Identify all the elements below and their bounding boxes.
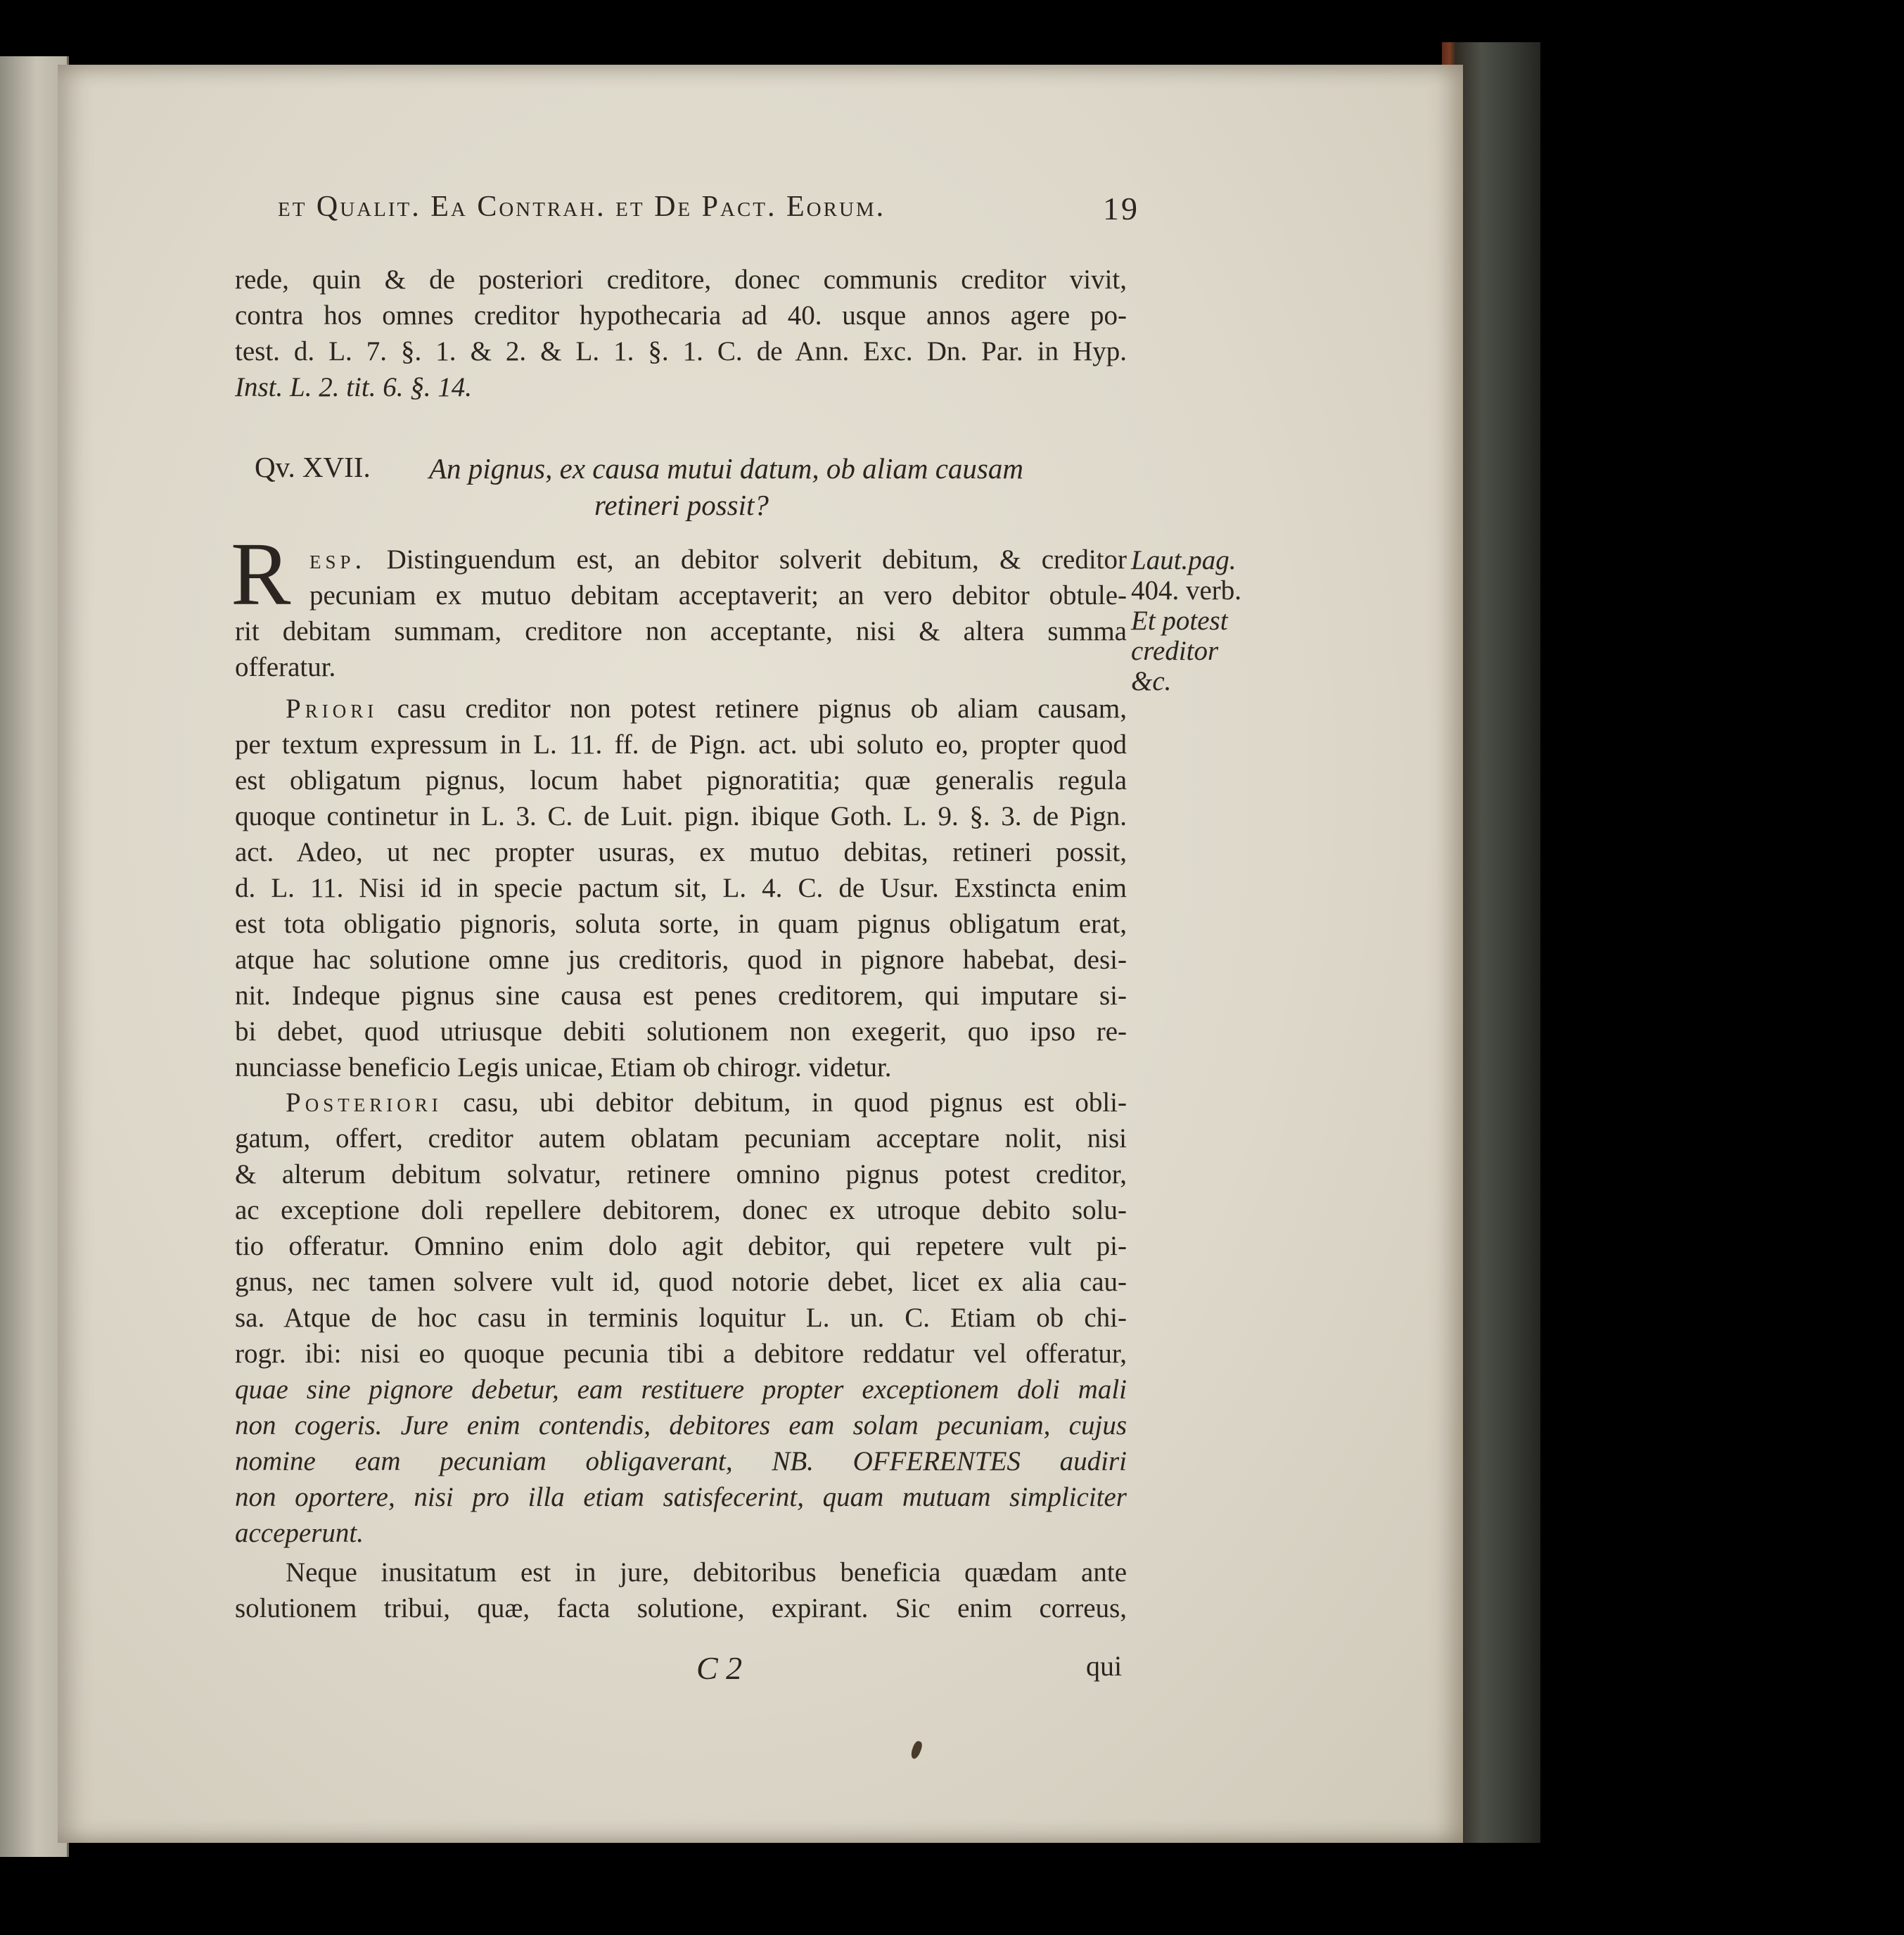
text-line: act. Adeo, ut nec propter usuras, ex mutuo debitas, retineri possit, bbox=[235, 837, 1127, 867]
question-title-line: An pignus, ex causa mutui datum, ob aliam causam bbox=[429, 452, 1023, 485]
answer-paragraph-cont bbox=[235, 613, 1127, 685]
text-line bbox=[235, 691, 1127, 727]
text-line: pecuniam ex mutuo debitam acceptaverit; an vero debitor obtule- bbox=[309, 580, 1127, 611]
neque-paragraph bbox=[235, 1554, 1127, 1626]
text-line: ac exceptione doli repellere debitorem, donec ex utroque debito solu- bbox=[235, 1195, 1127, 1225]
text-line: d. L. 11. Nisi id in specie pactum sit, L. 4. C. de Usur. Exstincta enim bbox=[235, 873, 1127, 903]
text-line: & alterum debitum solvatur, retinere omnino pignus potest creditor, bbox=[235, 1159, 1127, 1189]
answer-paragraph bbox=[309, 577, 1127, 613]
answer-first-line bbox=[309, 542, 1127, 577]
text-line: est tota obligatio pignoris, soluta sorte, in quam pignus obligatum erat, bbox=[235, 909, 1127, 939]
text-line: nunciasse beneficio Legis unicae, Etiam ob chirogr. videtur. bbox=[235, 1052, 892, 1083]
page-number: 19 bbox=[1103, 191, 1139, 226]
marginal-line: &c. bbox=[1131, 666, 1172, 696]
marginal-line: Laut.pag. bbox=[1131, 545, 1237, 575]
running-head bbox=[278, 190, 1139, 239]
text-run: casu, ubi debitor debitum, in quod pignus est obli- bbox=[463, 1087, 1127, 1118]
text-line bbox=[309, 542, 1127, 577]
lead-word: Posteriori bbox=[286, 1087, 442, 1118]
text-line: est obligatum pignus, locum habet pignoratitia; quæ generalis regula bbox=[235, 765, 1127, 796]
text-line: non cogeris. Jure enim contendis, debitores eam solam pecuniam, cujus bbox=[235, 1410, 1127, 1441]
priori-paragraph bbox=[235, 691, 1127, 1085]
text-line: sa. Atque de hoc casu in terminis loquitur L. un. C. Etiam ob chi- bbox=[235, 1303, 1127, 1333]
lead-word: esp. bbox=[309, 544, 366, 575]
text-line: Inst. L. 2. tit. 6. §. 14. bbox=[235, 372, 472, 402]
text-line: per textum expressum in L. 11. ff. de Pign. act. ubi soluto eo, propter quod bbox=[235, 729, 1127, 760]
text-line: rit debitam summam, creditore non acceptante, nisi & altera summa bbox=[235, 616, 1127, 646]
text-run: casu creditor non potest retinere pignus ob aliam causam, bbox=[397, 694, 1127, 724]
marginal-line: 404. verb. bbox=[1131, 575, 1242, 606]
text-line: offeratur. bbox=[235, 652, 336, 682]
text-line bbox=[235, 1085, 1127, 1120]
posteriori-paragraph bbox=[235, 1085, 1127, 1551]
text-line: rogr. ibi: nisi eo quoque pecunia tibi a debitore reddatur vel offeratur, bbox=[235, 1339, 1127, 1369]
text-line: quae sine pignore debetur, eam restituere propter exceptionem doli mali bbox=[235, 1374, 1127, 1405]
text-line: atque hac solutione omne jus creditoris, quod in pignore habebat, desi- bbox=[235, 945, 1127, 975]
text-line: acceperunt. bbox=[235, 1518, 364, 1548]
running-head-title: et Qualit. Ea Contrah. et De Pact. Eorum. bbox=[278, 191, 886, 223]
question-label: Qv. XVII. bbox=[255, 451, 371, 483]
drop-cap: R bbox=[231, 524, 291, 624]
lead-word: Priori bbox=[286, 694, 378, 724]
text-line: Neque inusitatum est in jure, debitoribus beneficia quædam ante bbox=[286, 1557, 1127, 1588]
text-line: gnus, nec tamen solvere vult id, quod notorie debet, licet ex alia cau- bbox=[235, 1267, 1127, 1297]
question-title bbox=[429, 450, 1146, 523]
text-line: test. d. L. 7. §. 1. & 2. & L. 1. §. 1. C. de Ann. Exc. Dn. Par. in Hyp. bbox=[235, 336, 1127, 366]
text-line: quoque continetur in L. 3. C. de Luit. pign. ibique Goth. L. 9. §. 3. de Pign. bbox=[235, 801, 1127, 831]
text-line: bi debet, quod utriusque debiti solutionem non exegerit, quo ipso re- bbox=[235, 1016, 1127, 1047]
marginal-line: Et potest bbox=[1131, 606, 1228, 636]
marginal-note bbox=[1131, 545, 1258, 696]
question-title-line: retineri possit? bbox=[594, 489, 769, 521]
text-line: rede, quin & de posteriori creditore, donec communis creditor vivit, bbox=[235, 264, 1127, 295]
text-line: non oportere, nisi pro illa etiam satisfecerint, quam mutuam simpliciter bbox=[235, 1482, 1127, 1512]
top-paragraph bbox=[235, 262, 1127, 405]
text-run: Distinguendum est, an debitor solverit debitum, & creditor bbox=[386, 544, 1127, 575]
text-line: nomine eam pecuniam obligaverant, NB. OFFERENTES audiri bbox=[235, 1446, 1127, 1476]
catchword: qui bbox=[1086, 1650, 1123, 1682]
text-line: gatum, offert, creditor autem oblatam pecuniam acceptare nolit, nisi bbox=[235, 1123, 1127, 1154]
text-line: solutionem tribui, quæ, facta solutione, expirant. Sic enim correus, bbox=[235, 1593, 1127, 1623]
text-line: nit. Indeque pignus sine causa est penes creditorem, qui imputare si- bbox=[235, 981, 1127, 1011]
text-line: contra hos omnes creditor hypothecaria ad 40. usque annos agere po- bbox=[235, 300, 1127, 331]
text-line: tio offeratur. Omnino enim dolo agit debitor, qui repetere vult pi- bbox=[235, 1231, 1127, 1261]
signature-mark: C 2 bbox=[696, 1650, 743, 1686]
marginal-line: creditor bbox=[1131, 636, 1219, 666]
